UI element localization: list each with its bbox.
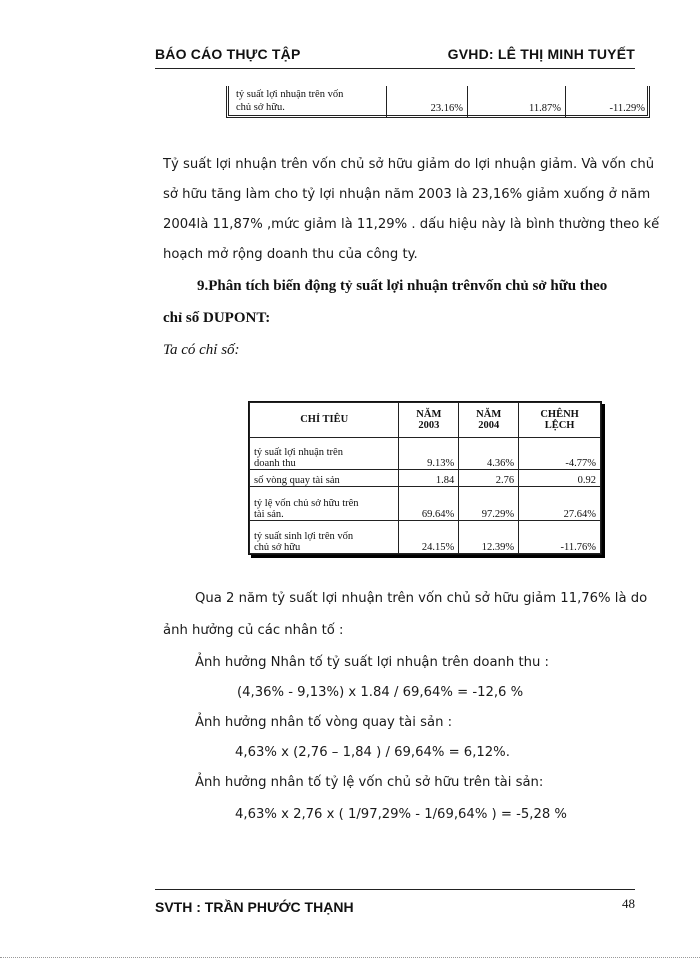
row-label-line1: tỷ suất sinh lợi trên vốn <box>254 531 354 542</box>
header-2003-line2: 2003 <box>418 419 440 431</box>
row-label-line2: doanh thu <box>254 458 296 470</box>
factor-3-calc: 4,63% x 2,76 x ( 1/97,29% - 1/69,64% ) = -5,28 % <box>235 807 567 822</box>
header-divider <box>155 68 635 69</box>
header-diff-line1: CHÊNH <box>540 408 579 420</box>
factor-2-calc: 4,63% x (2,76 – 1,84 ) / 69,64% = 6,12%. <box>235 745 510 760</box>
page-number: 48 <box>622 896 635 911</box>
dupont-table <box>248 401 602 555</box>
header-left: BÁO CÁO THỰC TẬP <box>155 46 301 62</box>
row-label-line1: tỷ lệ vốn chủ sở hữu trên <box>254 498 359 510</box>
table-row <box>250 486 601 521</box>
header-2004-line2: 2004 <box>478 419 500 431</box>
footer-student: SVTH : TRẦN PHƯỚC THẠNH <box>155 899 354 915</box>
header-2003-line1: NĂM <box>416 408 442 420</box>
top-table-label <box>236 88 343 114</box>
row-label <box>250 521 399 554</box>
header-right: GVHD: LÊ THỊ MINH TUYẾT <box>447 46 635 62</box>
paragraph-1-line-2: sở hữu tăng làm cho tỷ lợi nhuận năm 2003 là 23,16% giảm xuống ở năm <box>163 187 651 202</box>
top-table-2004: 11.87% <box>529 103 561 114</box>
row-2004: 2.76 <box>459 470 519 486</box>
row-label-line1: số vòng quay tài sản <box>254 474 340 486</box>
paragraph-1-line-4: hoạch mở rộng doanh thu của công ty. <box>163 247 418 262</box>
header-diff <box>519 403 601 438</box>
row-2003: 1.84 <box>399 470 459 486</box>
row-label <box>250 486 399 521</box>
row-2003: 24.15% <box>399 521 459 554</box>
top-table-label-line2: chủ sở hữu. <box>236 102 285 113</box>
row-2004: 97.29% <box>459 486 519 521</box>
top-table-fragment <box>226 86 650 118</box>
paragraph-1-line-1: Tỷ suất lợi nhuận trên vốn chủ sở hữu giảm do lợi nhuận giảm. Và vốn chủ <box>163 157 655 172</box>
row-label <box>250 470 399 486</box>
header-2004 <box>459 403 519 438</box>
factor-1-calc: (4,36% - 9,13%) x 1.84 / 69,64% = -12,6 % <box>237 685 524 700</box>
table-row <box>250 470 601 486</box>
paragraph-2-line-2: ảnh hưởng củ các nhân tố : <box>163 623 344 638</box>
table-row <box>250 521 601 554</box>
top-table-label-line1: tỷ suất lợi nhuận trên vốn <box>236 89 344 100</box>
row-label <box>250 437 399 470</box>
row-label-line1: tỷ suất lợi nhuận trên <box>254 447 343 459</box>
row-diff: 0.92 <box>519 470 601 486</box>
paragraph-2-line-1: Qua 2 năm tỷ suất lợi nhuận trên vốn chủ sở hữu giảm 11,76% là do <box>195 591 648 606</box>
table-header-row <box>250 403 601 438</box>
header-2003 <box>399 403 459 438</box>
table-row <box>250 437 601 470</box>
factor-1-title: Ảnh hưởng Nhân tố tỷ suất lợi nhuận trên doanh thu : <box>195 655 549 670</box>
factor-2-title: Ảnh hưởng nhân tố vòng quay tài sản : <box>195 715 453 730</box>
row-diff: -11.76% <box>519 521 601 554</box>
section-heading-line-1: 9.Phân tích biến động tỷ suất lợi nhuận trênvốn chủ sở hữu theo <box>197 278 608 294</box>
top-table-2003: 23.16% <box>430 103 463 114</box>
footer-divider <box>155 889 635 890</box>
row-label-line2: chủ sở hữu <box>254 542 301 553</box>
row-2003: 9.13% <box>399 437 459 470</box>
header-2004-line1: NĂM <box>476 408 502 420</box>
header-criteria: CHỈ TIÊU <box>250 403 399 438</box>
row-2004: 4.36% <box>459 437 519 470</box>
header-diff-line2: LỆCH <box>544 419 575 431</box>
top-table-diff: -11.29% <box>609 103 645 114</box>
paragraph-1-line-3: 2004là 11,87% ,mức giảm là 11,29% . dấu hiệu này là bình thường theo kế <box>163 217 660 232</box>
row-2003: 69.64% <box>399 486 459 521</box>
page-bottom-edge <box>0 957 700 958</box>
intro-text: Ta có chỉ số: <box>163 342 240 358</box>
row-2004: 12.39% <box>459 521 519 554</box>
row-label-line2: tài sản. <box>254 509 284 521</box>
row-diff: 27.64% <box>519 486 601 521</box>
section-heading-line-2: chỉ số DUPONT: <box>163 310 271 326</box>
factor-3-title: Ảnh hưởng nhân tố tỷ lệ vốn chủ sở hữu trên tài sản: <box>195 775 544 790</box>
row-diff: -4.77% <box>519 437 601 470</box>
